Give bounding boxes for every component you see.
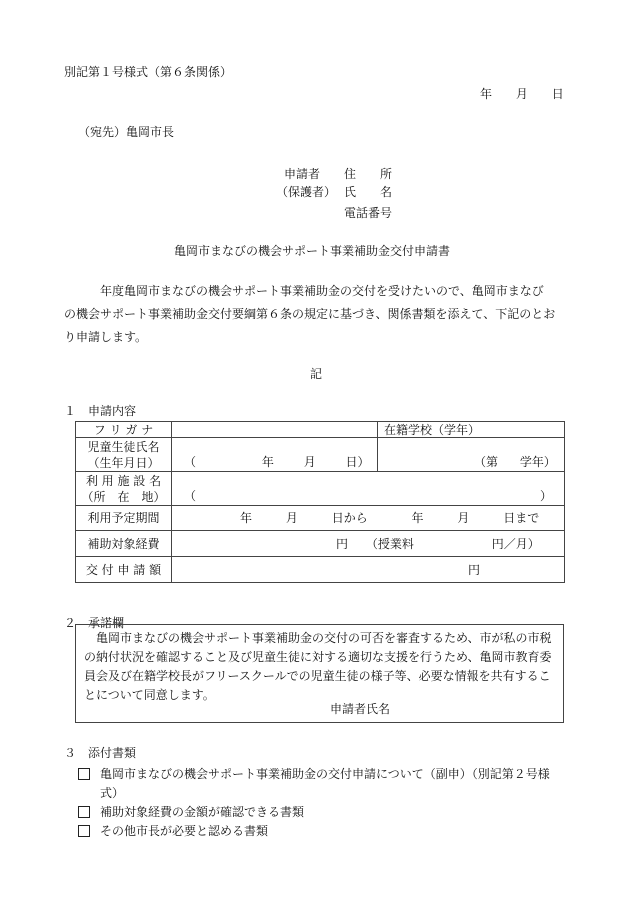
grant-label: 交 付 申 請 額: [76, 557, 172, 583]
facility-field[interactable]: [172, 472, 565, 506]
section3-heading: ３ 添付書類: [64, 746, 137, 760]
consent-box: [75, 624, 564, 723]
table-row: [76, 422, 565, 438]
intro-line: の機会サポート事業補助金交付要綱第６条の規定に基づき、関係書類を添えて、下記のとお: [64, 307, 556, 321]
cost-tuition: （授業料: [365, 536, 414, 551]
consent-text: [84, 629, 554, 705]
furigana-label: フ リ ガ ナ: [76, 422, 172, 438]
student-name-field[interactable]: [172, 438, 378, 472]
date-line: [480, 88, 564, 100]
student-name-label-line2: （生年月日）: [87, 455, 160, 470]
period-month1: 月: [285, 511, 298, 525]
period-year2: 年: [411, 511, 424, 525]
birth-day: 日）: [345, 455, 370, 469]
applicant-address-label: 住 所: [344, 167, 393, 181]
facility-close: ）: [539, 489, 552, 503]
period-month2: 月: [457, 511, 470, 525]
table-row: [76, 472, 565, 506]
attachment-item-continued: 式）: [100, 786, 125, 800]
intro-line: 年度亀岡市まなびの機会サポート事業補助金の交付を受けたいので、亀岡市まなび: [64, 284, 544, 298]
cost-per-month: 円／月）: [491, 536, 540, 551]
consent-line: とについて同意します。: [84, 688, 215, 702]
school-field[interactable]: [378, 438, 565, 472]
birth-year: 年: [261, 455, 274, 469]
consent-line: の納付状況を確認すること及び児童生徒に対する適切な支援を行うため、亀岡市教育委: [84, 650, 552, 664]
cost-field[interactable]: [172, 531, 565, 557]
application-table: [75, 421, 565, 583]
consent-line: 亀岡市まなびの機会サポート事業補助金の交付の可否を審査するため、市が私の市税: [84, 631, 552, 645]
attachment-item: 補助対象経費の金額が確認できる書類: [100, 805, 305, 819]
attachment-item: 亀岡市まなびの機会サポート事業補助金の交付申請について（副申）（別記第２号様: [100, 767, 550, 781]
section2-heading: ２ 承諾欄: [64, 616, 125, 630]
intro-line: り申請します。: [64, 330, 148, 344]
cost-yen: 円: [336, 536, 349, 551]
addressee: （宛先）亀岡市長: [78, 125, 175, 139]
attachment-checkbox[interactable]: [78, 806, 90, 818]
grade-close: 学年）: [519, 455, 556, 469]
school-label: 在籍学校（学年）: [378, 422, 565, 438]
date-year: 年: [480, 87, 493, 101]
birth-open: （: [184, 455, 197, 469]
attachment-checkbox[interactable]: [78, 768, 90, 780]
facility-open: （: [184, 489, 197, 503]
grant-field[interactable]: [172, 557, 565, 583]
signature-field[interactable]: [396, 699, 556, 717]
consent-line: 員会及び在籍学校長がフリースクールでの児童生徒の様子等、必要な情報を共有するこ: [84, 669, 551, 683]
ki-heading: 記: [310, 367, 323, 381]
section1-heading: １ 申請内容: [64, 404, 137, 418]
facility-brackets: [176, 490, 560, 502]
birth-month: 月: [303, 455, 316, 469]
furigana-field[interactable]: [172, 422, 378, 438]
applicant-role-guardian: （保護者）: [276, 185, 337, 199]
grade-open: （第: [474, 455, 499, 469]
student-name-label-line1: 児童生徒氏名: [87, 439, 160, 454]
facility-label-line1: 利 用 施 設 名: [85, 473, 162, 488]
applicant-role: 申請者: [284, 167, 321, 181]
grant-yen: 円: [468, 562, 481, 577]
period-to: 日まで: [503, 511, 540, 525]
attachment-item: その他市長が必要と認める書類: [100, 824, 269, 838]
period-label: 利用予定期間: [76, 506, 172, 531]
table-row: [76, 557, 565, 583]
period-year1: 年: [240, 511, 253, 525]
table-row: [76, 531, 565, 557]
applicant-name-label: 氏 名: [344, 185, 393, 199]
form-number: 別記第１号様式（第６条関係）: [64, 65, 233, 79]
period-field[interactable]: [172, 506, 565, 531]
cost-label: 補助対象経費: [76, 531, 172, 557]
student-name-label: [76, 438, 172, 472]
facility-label-line2: （所 在 地）: [81, 489, 166, 504]
intro-paragraph: [64, 280, 570, 349]
applicant-phone-label: 電話番号: [344, 206, 393, 220]
period-from: 日から: [331, 511, 368, 525]
table-row: [76, 506, 565, 531]
signature-label: 申請者氏名: [330, 702, 391, 716]
date-month: 月: [515, 87, 528, 101]
attachment-checkbox[interactable]: [78, 825, 90, 837]
facility-label: [76, 472, 172, 506]
date-day: 日: [551, 87, 564, 101]
document-title: 亀岡市まなびの機会サポート事業補助金交付申請書: [174, 244, 451, 258]
table-row: [76, 438, 565, 472]
